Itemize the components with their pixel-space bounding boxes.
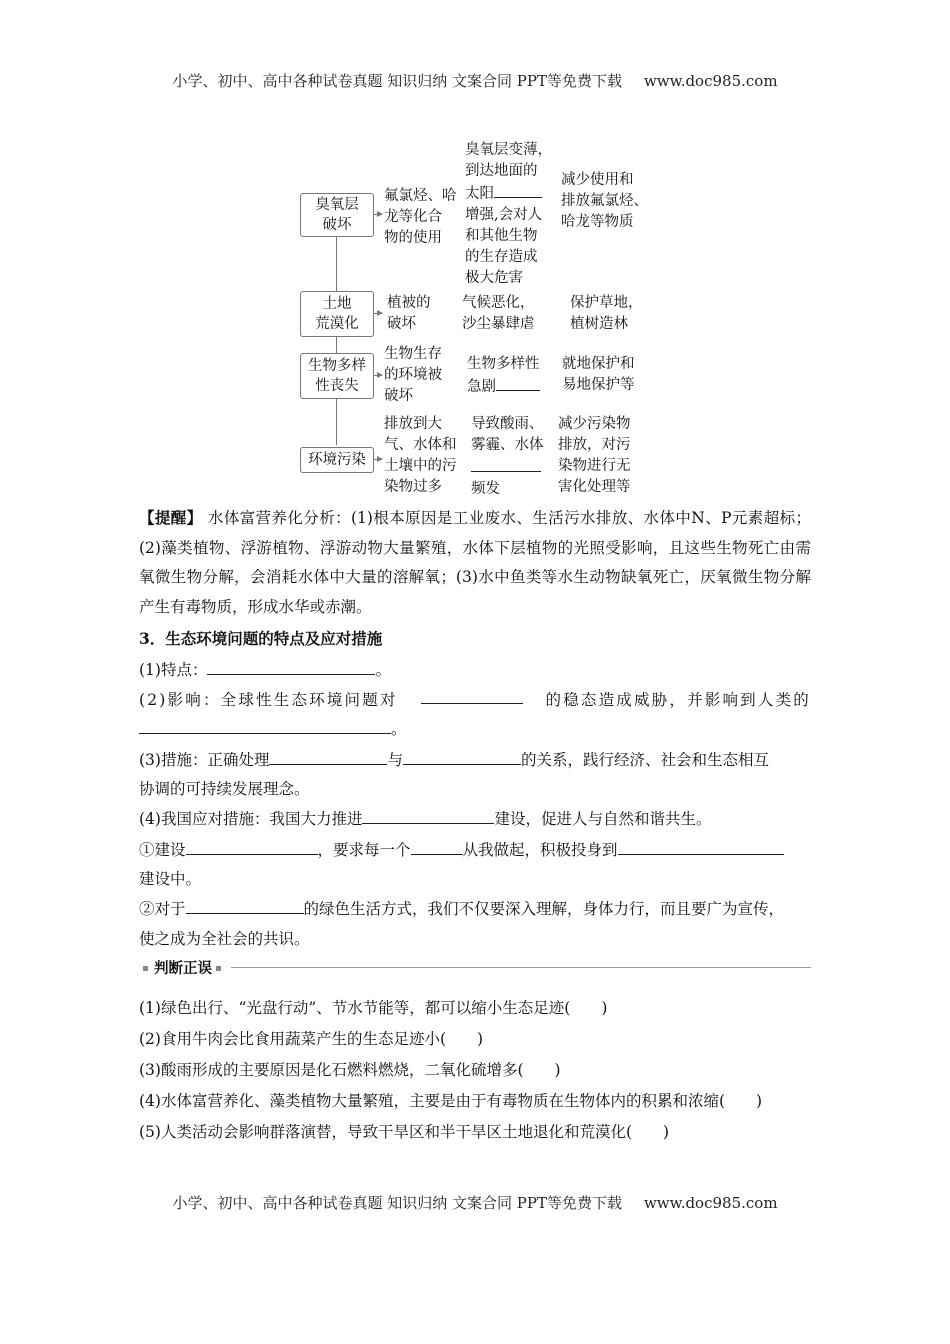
blank [186,898,304,914]
tip-paragraph [139,503,811,622]
item2-b: 的绿色生活方式，我们不仅要深入理解，身体力行，而且要广为宣传， [303,900,785,918]
judge-title: 判断正误 [154,960,212,977]
item1-a: ①建设 [139,841,186,859]
harm-ozone-l7: 极大危害 [465,270,523,286]
feature-line [139,658,391,680]
measure-desert [570,293,643,335]
cause-pol-l2: 气、水体和 [384,437,457,453]
measure-c: 的关系，践行经济、社会和生态相互 [520,751,769,769]
item1-c: 从我做起，积极投身到 [462,841,618,859]
judge-item-2: (2)食用牛肉会比食用蔬菜产生的生态足迹小( ) [139,1030,484,1048]
harm-desert [462,293,535,335]
harm-bio-l2: 急剧 [467,379,496,395]
measure-desert-l2: 植树造林 [570,316,628,332]
cause-biodiversity [384,344,442,407]
cause-bio-l2: 的环境被 [384,367,442,383]
blank [139,718,391,734]
item2-a: ②对于 [139,900,186,918]
arrow-right-icon [373,375,382,376]
china-a: (4)我国应对措施：我国大力推进 [139,810,363,828]
cause-pol-l3: 土壤中的污 [384,458,457,474]
arrow-right-icon [373,214,382,215]
harm-pol-l1: 导致酸雨、 [471,416,544,432]
measure-desert-l1: 保护草地， [570,295,643,311]
cause-ozone-l1: 氟氯烃、哈 [384,188,457,204]
harm-desert-l2: 沙尘暴肆虐 [462,316,535,332]
blank [403,749,521,765]
harm-ozone-l6: 的生存造成 [465,249,538,265]
blank [362,808,494,824]
problem-biodiversity-box [300,353,374,399]
problem-bio-l2: 性丧失 [315,378,359,394]
item1-line-2: 建设中。 [139,870,202,888]
square-bullet-icon [143,966,148,971]
measure-ozone [561,170,648,233]
blank [494,182,542,198]
judge-item-3: (3)酸雨形成的主要原因是化石燃料燃烧，二氧化硫增多( ) [139,1061,561,1079]
page-footer [0,1192,950,1213]
arrow-right-icon [373,459,382,460]
influence-line-2 [139,717,407,739]
harm-ozone-l3: 太阳 [465,186,494,202]
measure-a: (3)措施：正确处理 [139,751,270,769]
measure-b: 与 [387,751,403,769]
blank [421,688,523,704]
feature-end: 。 [375,661,391,679]
eco-problems-diagram [0,0,950,500]
judge-item-5: (5)人类活动会影响群落演替，导致干旱区和半干旱区土地退化和荒漠化( ) [139,1123,670,1141]
cause-desert-l1: 植被的 [387,295,431,311]
blank [471,456,541,472]
harm-pollution [471,414,544,500]
section3-title: 3．生态环境问题的特点及应对措施 [139,629,383,648]
harm-ozone-l4: 增强,会对人 [465,207,543,223]
cause-bio-l1: 生物生存 [384,346,442,362]
blank [411,839,463,855]
blank [269,749,387,765]
measure-ozone-l2: 排放氟氯烃、 [561,193,648,209]
blank [186,839,318,855]
header-site: www.doc985.com [643,72,778,90]
harm-ozone-l2: 到达地面的 [465,163,538,179]
influence-end: 。 [391,720,407,738]
measure-bio-l1: 就地保护和 [562,356,635,372]
blank [496,375,540,391]
cause-bio-l3: 破坏 [384,388,413,404]
judge-section-header [139,957,811,977]
harm-desert-l1: 气候恶化， [462,295,535,311]
problem-desert-l2: 荒漠化 [315,316,359,332]
square-bullet-icon [216,966,221,971]
measure-pol-l2: 排放，对污 [558,437,631,453]
problem-desert-box [300,291,374,337]
cause-pollution [384,414,457,498]
blank [207,659,375,675]
harm-ozone [465,140,552,289]
cause-pol-l4: 染物过多 [384,479,442,495]
cause-ozone-l2: 龙等化合 [384,209,442,225]
problem-ozone-l1: 臭氧层 [315,197,359,213]
cause-pol-l1: 排放到大 [384,416,442,432]
influence-a: (2)影响：全球性生态环境问题对 [139,691,398,709]
measure-pol-l3: 染物进行无 [558,458,631,474]
footer-site: www.doc985.com [643,1194,778,1212]
judge-item-4: (4)水体富营养化、藻类植物大量繁殖，主要是由于有毒物质在生物体内的积累和浓缩( ) [139,1092,763,1110]
item1-b: ，要求每一个 [317,841,411,859]
feature-label: (1)特点： [139,661,208,679]
judge-item-1: (1)绿色出行、“光盘行动”、节水节能等，都可以缩小生态足迹( ) [139,999,608,1017]
blank [618,839,784,855]
cause-ozone [384,186,457,249]
china-b: 建设，促进人与自然和谐共生。 [494,810,712,828]
measure-pol-l1: 减少污染物 [558,416,631,432]
item1-line [139,838,784,860]
problem-ozone-l2: 破坏 [322,217,352,233]
problem-pollution-l1: 环境污染 [308,452,366,468]
measure-line-2: 协调的可持续发展理念。 [139,780,310,798]
diagram-trunk-line [336,237,337,445]
measure-pol-l4: 害化处理等 [558,479,631,495]
cause-ozone-l3: 物的使用 [384,230,442,246]
harm-ozone-l1: 臭氧层变薄， [465,142,552,158]
harm-biodiversity [467,354,540,398]
footer-text: 小学、初中、高中各种试卷真题 知识归纳 文案合同 PPT等免费下载 [172,1194,622,1212]
problem-bio-l1: 生物多样 [308,358,366,374]
china-line [139,807,711,829]
section-divider [231,967,811,968]
harm-pol-l4: 频发 [471,481,500,497]
tip-label: 【提醒】 [139,508,203,527]
header-text: 小学、初中、高中各种试卷真题 知识归纳 文案合同 PPT等免费下载 [172,72,622,90]
problem-ozone-box [300,193,374,237]
harm-pol-l2: 雾霾、水体 [471,437,544,453]
influence-b: 的稳态造成威胁，并影响到人类的 [545,691,811,709]
measure-biodiversity [562,354,635,396]
measure-line [139,748,769,770]
item2-line-2: 使之成为全社会的共识。 [139,930,310,948]
measure-ozone-l1: 减少使用和 [561,172,634,188]
harm-bio-l1: 生物多样性 [467,356,540,372]
harm-ozone-l5: 和其他生物 [465,228,538,244]
measure-ozone-l3: 哈龙等物质 [561,214,634,230]
item2-line [139,897,784,919]
problem-pollution-box [300,447,374,473]
influence-line [139,688,811,710]
tip-text: 水体富营养化分析：(1)根本原因是工业废水、生活污水排放、水体中N、P元素超标；(2)藻类植物、浮游植物、浮游动物大量繁殖，水体下层植物的光照受影响，且这些生物死亡由需氧微生物分解，会消耗水体中大量的溶解氧；(3)水中鱼类等水生动物缺氧死亡，厌氧微生物分解产生有毒物质，形成水华或赤潮。 [139,509,811,616]
cause-desert [387,293,431,335]
cause-desert-l2: 破坏 [387,316,416,332]
arrow-right-icon [373,313,382,314]
measure-pollution [558,414,631,498]
measure-bio-l2: 易地保护等 [562,377,635,393]
problem-desert-l1: 土地 [322,296,352,312]
